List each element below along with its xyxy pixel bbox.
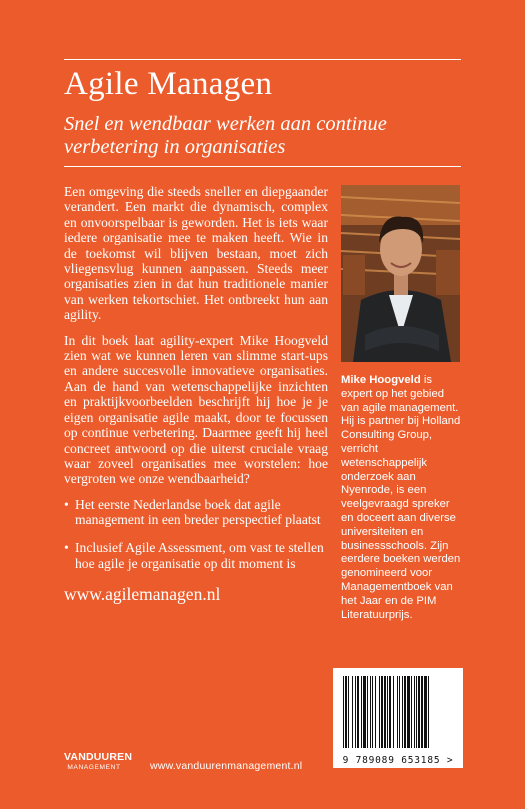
barcode-arrow: > [446, 755, 454, 766]
publisher-logo-name: VANDUUREN [64, 751, 133, 763]
book-subtitle: Snel en wendbaar werken aan continue verbetering in organisaties [64, 113, 387, 158]
feature-text: Het eerste Nederlandse boek dat agile management in een breder perspectief plaatst [75, 496, 321, 528]
bullet-icon: • [64, 496, 69, 512]
feature-list [64, 497, 328, 571]
publisher-logo [64, 751, 133, 771]
isbn-number [333, 755, 463, 766]
author-name: Mike Hoogveld [341, 374, 421, 386]
list-item [64, 540, 328, 571]
book-website: www.agilemanagen.nl [64, 584, 221, 604]
feature-text: Inclusief Agile Assessment, om vast te stellen hoe agile je organisatie op dit moment is [75, 539, 324, 571]
author-bio-text: is expert op het gebied van agile management. Hij is partner bij Holland Consulting Group, verricht wetenschappelijk onderzoek aan Nyenrode, is een veelgevraagd spreker en doceert aan diverse universiteiten en businessschools. Zijn eerdere boeken werden genomineerd voor Managementboek van het Jaar en de PIM Literatuurprijs. [341, 374, 461, 621]
isbn-digits: 9 789089 653185 [342, 755, 441, 766]
blurb-paragraph-1: Een omgeving die steeds sneller en diepgaander verandert. Een markt die dynamisch, complex en onvoorspelbaar is geworden. Het is iets waar iedere organisatie mee te maken heeft. Wie in de toekomst wil blijven bestaan, moet zich vliegensvlug kunnen aanpassen. Steeds meer organisaties zien in dat hun traditionele manier van werken tekortschiet. Het ontbreekt hun aan agility. [64, 184, 328, 323]
blurb-paragraph-2: In dit boek laat agility-expert Mike Hoogveld zien wat we kunnen leren van slimme start-ups en andere succesvolle innovatieve organisaties. Aan de hand van wetenschappelijke inzichten en praktijkvoorbeelden beschrijft hij hoe je je eigen organisatie agile maakt, door te focussen op continue verbetering. Daarmee geeft hij heel concreet antwoord op die uiterst cruciale vraag waar zoveel organisaties mee worstelen: hoe vergroten we onze wendbaarheid? [64, 332, 328, 487]
publisher-url: www.vanduurenmanagement.nl [150, 760, 303, 772]
book-title: Agile Managen [64, 66, 273, 102]
publisher-logo-sub: MANAGEMENT [67, 764, 121, 771]
author-photo [341, 185, 460, 362]
blurb [64, 184, 328, 583]
author-bio [341, 374, 463, 622]
top-divider [64, 59, 461, 60]
bullet-icon: • [64, 539, 69, 555]
barcode-icon [333, 668, 463, 768]
isbn-barcode [333, 668, 463, 768]
list-item [64, 497, 328, 528]
mid-divider [64, 166, 461, 167]
